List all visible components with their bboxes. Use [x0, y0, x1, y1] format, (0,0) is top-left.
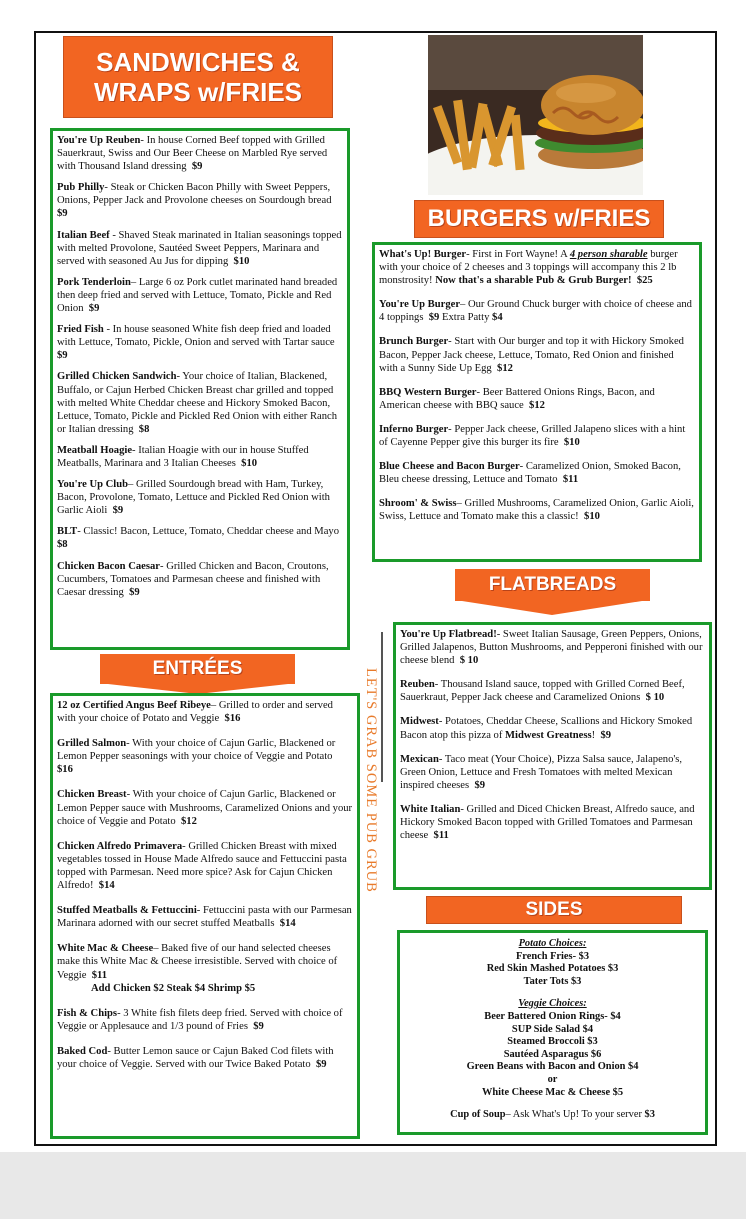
flatbreads-item — [400, 678, 705, 704]
burger-image-icon — [428, 35, 643, 195]
item-desc: Shaved Steak marinated in Italian seasonings topped with melted Provolone, Sautéed Sweet Peppers, Marinara and served with seasoned Au Jus for dipping — [57, 229, 342, 267]
burgers-item — [379, 460, 695, 486]
item-sep: - — [109, 229, 119, 241]
item-desc: Grilled Chicken Breast with mixed vegetables tossed in House Made Alfredo sauce and Fettuccini pasta topped with Parmesan. Need more spice? Ask for Cajun Chicken Alfredo! — [57, 840, 347, 892]
item-sep: - — [182, 840, 189, 852]
item-desc: Grilled and Diced Chicken Breast, Alfredo sauce, and Hickory Smoked Bacon topped with Grilled Tomatoes and Parmesan cheese — [400, 803, 695, 842]
item-price: $9 — [600, 729, 612, 741]
item-name: Baked Cod — [57, 1045, 108, 1057]
item-price: $9 — [129, 586, 140, 598]
vertical-slogan: LET'S GRAB SOME PUB GRUB — [363, 668, 379, 893]
item-name: Italian Beef — [57, 229, 110, 241]
item-desc: Your choice of Italian, Blackened, Buffalo, or Cajun Herbed Chicken Breast char grilled and topped with melted White Cheddar cheese and Hickory Smoked Bacon, Lettuce, Tomato, Pickle and Pickled Red Onion with either Ranch or Italian dressing — [57, 371, 338, 435]
sandwiches-item — [57, 229, 343, 268]
item-name: What's Up! Burger — [379, 249, 467, 260]
item-price: $10 — [233, 255, 250, 267]
item-price: $10 — [241, 457, 258, 469]
item-name: Shroom' & Swiss — [379, 498, 457, 510]
item-desc: Sweet Italian Sausage, Green Peppers, Onions, Grilled Jalapenos, Button Mushrooms, and Pepperoni finished with our cheese blend — [400, 629, 703, 667]
item-price: $10 — [584, 511, 600, 523]
item-sep: - — [448, 423, 455, 435]
item-price: $9 — [428, 312, 440, 324]
item-desc: Our Ground Chuck burger with choice of cheese and 4 toppings — [379, 299, 692, 324]
burgers-list — [372, 242, 702, 562]
item-sep: - — [476, 386, 483, 398]
item-desc: Butter Lemon sauce or Cajun Baked Cod filets with your choice of Veggie. Served with our Twice Baked Potato — [57, 1045, 334, 1070]
flatbreads-item — [400, 715, 705, 741]
burgers-item — [379, 497, 695, 523]
item-name: White Mac & Cheese — [57, 943, 154, 955]
item-name: Meatball Hoagie — [57, 444, 133, 456]
burgers-item — [379, 298, 695, 324]
sandwiches-item — [57, 370, 343, 435]
item-desc-em: 4 person sharable — [569, 249, 648, 260]
sandwiches-title-text: SANDWICHES & WRAPS w/FRIES — [93, 47, 302, 107]
item-name: Blue Cheese and Bacon Burger — [379, 461, 520, 473]
item-name: Brunch Burger — [379, 336, 449, 348]
veggie-choices-heading: Veggie Choices: — [518, 998, 587, 1010]
item-price: $9 — [57, 208, 68, 220]
entrees-item — [57, 737, 353, 776]
potato-choice: Tater Tots $3 — [523, 975, 582, 987]
veggie-choice: Sautéed Asparagus $6 — [503, 1048, 602, 1060]
burgers-title-text: BURGERS w/FRIES — [427, 205, 651, 232]
item-name: Reuben — [400, 679, 435, 691]
entrees-item — [57, 1007, 353, 1033]
item-desc: Thousand Island sauce, topped with Grilled Corned Beef, Sauerkraut, Pepper Jack cheese and Caramelized Onions — [400, 679, 685, 704]
item-sep: - — [466, 249, 473, 260]
item-price: $ 10 — [459, 655, 479, 667]
item-sep: - — [434, 679, 441, 691]
cup-of-soup — [404, 1109, 701, 1122]
white-mac-side: White Cheese Mac & Cheese $5 — [481, 1086, 624, 1098]
item-name: Fried Fish — [57, 324, 104, 336]
sides-title — [426, 896, 682, 924]
item-sep: - — [438, 716, 446, 728]
item-desc2: burger with your choice of 2 cheeses and 3 toppings will accompany this 2 lb monstrosity! — [379, 249, 678, 287]
item-desc: Baked five of our hand selected cheeses make this White Mac & Cheese irresistible. Served with choice of Veggie — [57, 943, 338, 981]
entrees-list — [50, 693, 360, 1139]
item-desc: Grilled to order and served with your choice of Potato and Veggie — [57, 700, 333, 725]
item-price: $12 — [180, 815, 197, 827]
item-desc: Steak or Chicken Bacon Philly with Sweet Peppers, Onions, Pepper Jack and Provolone cheeses on Sourdough bread — [57, 182, 332, 207]
item-price: $9 — [253, 1020, 264, 1032]
potato-choice: Red Skin Mashed Potatoes $3 — [486, 963, 619, 975]
flatbreads-list — [393, 622, 712, 890]
entrees-item — [57, 699, 353, 725]
item-sep: - — [460, 803, 467, 815]
item-name: Chicken Bacon Caesar — [57, 560, 160, 572]
sides-title-text: SIDES — [525, 899, 583, 920]
item-sep: - — [104, 182, 111, 194]
item-price: $11 — [562, 474, 579, 486]
entrees-item — [57, 942, 353, 994]
item-desc: Fettuccini pasta with our Parmesan Marinara adorned with our secret stuffed Meatballs — [57, 905, 352, 930]
burger-photo — [428, 35, 643, 195]
item-desc-bold: Midwest Greatness — [505, 729, 592, 741]
item-name: Inferno Burger — [379, 423, 449, 435]
potato-choice: French Fries- $3 — [515, 950, 590, 962]
item-name: BBQ Western Burger — [379, 386, 477, 398]
burgers-item — [379, 335, 695, 374]
item-desc: Taco meat (Your Choice), Pizza Salsa sauce, Jalapeno's, Green Onion, Lettuce and Fresh Tomatoes with melted Mexican inspired cheeses — [400, 753, 683, 791]
item-sep: - — [117, 1007, 124, 1019]
item-price: $11 — [433, 830, 449, 842]
item-desc2: ! — [591, 729, 596, 741]
sandwiches-item — [57, 134, 343, 173]
item-extra-price: $4 — [492, 312, 503, 324]
item-name: Chicken Alfredo Primavera — [57, 840, 183, 852]
item-sep: – — [153, 943, 162, 955]
sandwiches-item — [57, 323, 343, 362]
item-price: $12 — [497, 362, 513, 374]
veggie-choice: SUP Side Salad $4 — [511, 1023, 594, 1035]
flatbreads-item — [400, 803, 705, 842]
item-price: $11 — [91, 969, 108, 981]
item-name: Pub Philly — [57, 182, 105, 194]
item-desc-bold: Now that's a sharable Pub & Grub Burger! — [435, 275, 632, 287]
item-price: $16 — [224, 713, 241, 725]
item-sep: - — [196, 905, 203, 917]
item-price: $14 — [98, 880, 115, 892]
entrees-item — [57, 788, 353, 827]
item-name: 12 oz Certified Angus Beef Ribeye — [57, 700, 211, 711]
item-price: $12 — [529, 399, 545, 411]
vertical-divider — [381, 632, 383, 782]
item-price: $9 — [112, 505, 124, 517]
item-desc: Large 6 oz Pork cutlet marinated hand breaded then deep fried and served with Lettuce, Tomato, Pickle and Red Onion — [57, 276, 338, 315]
item-price: $25 — [636, 275, 653, 287]
burgers-title — [414, 200, 664, 238]
entrees-item — [57, 840, 353, 892]
item-name: Fish & Chips — [57, 1007, 118, 1019]
veggie-choice: Steamed Broccoli $3 — [507, 1036, 598, 1048]
item-sep: - — [126, 738, 133, 750]
item-sep: – — [460, 299, 468, 311]
item-sep: - — [448, 336, 455, 348]
sandwiches-item — [57, 525, 343, 551]
item-price: $9 — [315, 1058, 327, 1070]
item-price: $9 — [57, 350, 68, 362]
potato-choices-heading: Potato Choices: — [518, 938, 587, 949]
item-sep: - — [496, 629, 503, 640]
sides-or: or — [547, 1073, 558, 1085]
item-name: Grilled Salmon — [57, 738, 127, 750]
item-desc: Grilled Mushrooms, Caramelized Onion, Garlic Aioli, Swiss, Lettuce and Tomato make this a classic! — [379, 498, 694, 523]
item-sep: – — [128, 479, 136, 491]
item-desc: Pepper Jack cheese, Grilled Jalapeno slices with a hint of Cayenne Pepper give this burger its fire — [379, 423, 686, 449]
item-name: You're Up Burger — [379, 299, 461, 311]
sandwiches-title — [63, 36, 333, 118]
item-price: $16 — [57, 764, 73, 776]
sandwiches-item — [57, 444, 343, 470]
item-name: You're Up Club — [57, 479, 129, 491]
burgers-item — [379, 423, 695, 449]
item-desc: Potatoes, Cheddar Cheese, Scallions and Hickory Smoked Bacon atop this pizza of — [400, 716, 693, 741]
item-desc: Classic! Bacon, Lettuce, Tomato, Cheddar cheese and Mayo — [83, 526, 340, 538]
item-desc: Beer Battered Onions Rings, Bacon, and American cheese with BBQ sauce — [379, 386, 655, 411]
item-sep: - — [103, 324, 113, 336]
entrees-item — [57, 1045, 353, 1071]
item-name: Chicken Breast — [57, 789, 127, 801]
flatbreads-title: FLATBREADS — [488, 574, 617, 595]
sandwiches-item — [57, 181, 343, 220]
entrees-item — [57, 904, 353, 930]
item-extra: Extra Patty — [442, 312, 490, 324]
item-sep: - — [132, 444, 139, 456]
burgers-item — [379, 386, 695, 412]
item-desc: Start with Our burger and top it with Hickory Smoked Bacon, Pepper Jack cheese, Lettuce, Tomato, Red Onion and finished with a Sunny Side Up Egg — [379, 336, 684, 374]
soup-price: $3 — [644, 1109, 655, 1121]
flatbreads-item — [400, 628, 705, 667]
item-sep: - — [126, 789, 133, 801]
veggie-choice: Beer Battered Onion Rings- $4 — [484, 1010, 621, 1022]
item-desc: Caramelized Onion, Smoked Bacon, Bleu cheese dressing, Lettuce and Tomato — [379, 461, 681, 486]
item-name: Grilled Chicken Sandwich — [57, 371, 177, 383]
sides-list — [397, 930, 708, 1135]
item-sep: – — [130, 276, 139, 288]
item-sep: – — [456, 498, 465, 510]
item-sep: - — [107, 1045, 114, 1057]
item-price: $10 — [563, 437, 580, 449]
item-desc: With your choice of Cajun Garlic, Blackened or Lemon Pepper seasonings with your choice of Veggie and Potato — [57, 738, 336, 763]
item-price: $8 — [138, 423, 150, 435]
burgers-item — [379, 248, 695, 287]
item-desc: Grilled Chicken and Bacon, Croutons, Cucumbers, Tomatoes and Parmesan cheese and finished with Caesar dressing — [57, 560, 329, 598]
item-desc: Grilled Sourdough bread with Ham, Turkey, Bacon, Provolone, Tomato, Lettuce and Pickled Red Onion with Garlic Aioli — [57, 479, 330, 517]
item-name: You're Up Flatbread! — [400, 629, 497, 640]
sandwiches-item — [57, 478, 343, 517]
sandwiches-list — [50, 128, 350, 650]
item-desc: With your choice of Cajun Garlic, Blackened or Lemon Pepper sauce with Mushrooms, Caramelized Onions and your choice of Veggie and Potato — [57, 789, 353, 827]
item-name: You're Up Reuben — [57, 135, 141, 146]
item-price: $9 — [191, 161, 203, 173]
item-price: $ 10 — [645, 692, 665, 704]
item-name: White Italian — [400, 803, 461, 815]
item-price: $9 — [474, 779, 486, 791]
item-price: $14 — [279, 918, 296, 930]
item-name: Stuffed Meatballs & Fettuccini — [57, 905, 197, 917]
item-desc: 3 White fish filets deep fried. Served with choice of Veggie or Applesauce and 1/3 pound of Fries — [57, 1007, 343, 1032]
item-sep: - — [519, 461, 526, 473]
item-name: BLT — [57, 526, 78, 538]
item-sep: - — [140, 135, 147, 146]
flatbreads-item — [400, 753, 705, 792]
item-name: Pork Tenderloin — [57, 276, 131, 288]
veggie-choice: Green Beans with Bacon and Onion $4 — [466, 1061, 639, 1073]
item-sep: - — [176, 371, 183, 383]
sandwiches-item — [57, 560, 343, 599]
item-desc: In house seasoned White fish deep fried and loaded with Lettuce, Tomato, Pickle, Onion and served with Tartar sauce — [57, 324, 335, 349]
soup-desc: – Ask What's Up! To your server — [505, 1109, 642, 1121]
item-desc: First in Fort Wayne! A — [472, 249, 570, 260]
item-price: $9 — [88, 303, 100, 315]
item-price: $8 — [57, 539, 68, 551]
item-desc: Italian Hoagie with our in house Stuffed Meatballs, Marinara and 3 Italian Cheeses — [57, 444, 309, 469]
item-name: Mexican — [400, 753, 439, 765]
item-sep: – — [210, 700, 219, 711]
item-addon: Add Chicken $2 Steak $4 Shrimp $5 — [91, 982, 256, 994]
item-sep: - — [77, 526, 84, 538]
item-name: Midwest — [400, 716, 439, 728]
item-sep: - — [438, 753, 445, 765]
entrees-title: ENTRÉES — [152, 658, 243, 679]
item-sep: - — [160, 560, 167, 572]
item-desc: In house Corned Beef topped with Grilled Sauerkraut, Swiss and Our Beer Cheese on Marbled Rye served with Thousand Island dressing — [57, 135, 328, 173]
sandwiches-item — [57, 276, 343, 315]
soup-name: Cup of Soup — [450, 1109, 506, 1121]
